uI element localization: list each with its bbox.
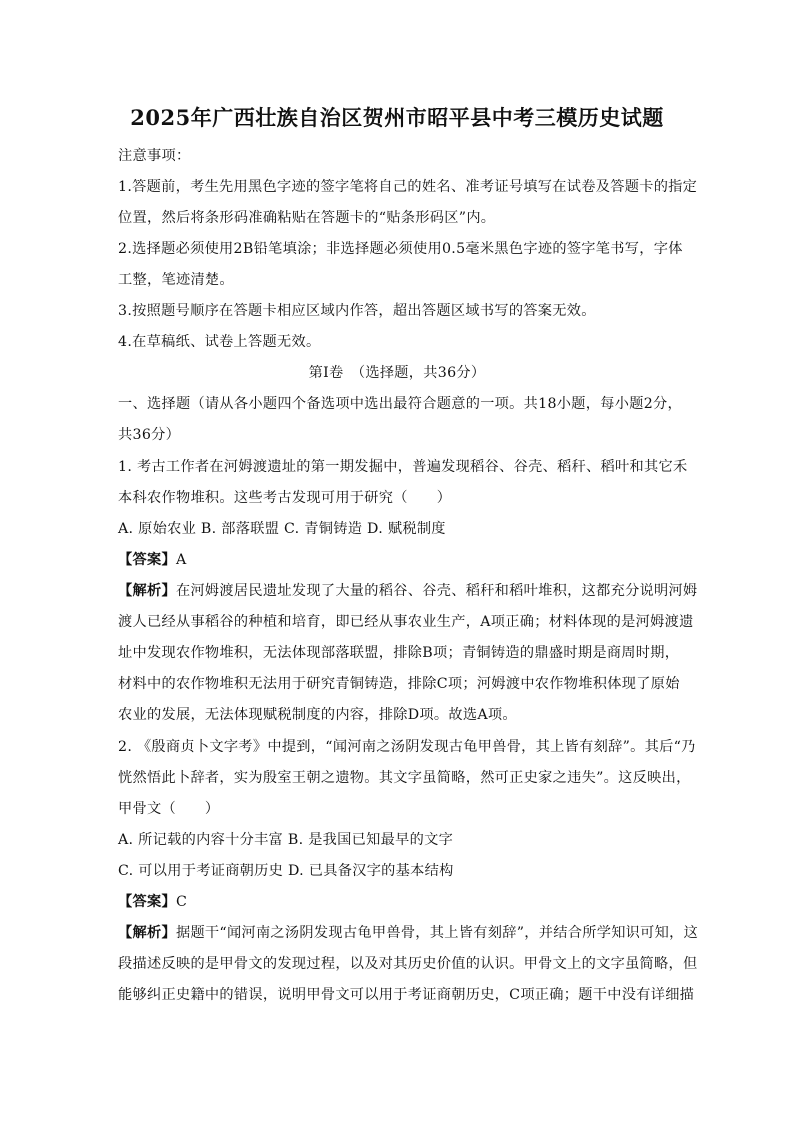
question-1-analysis-line-5: 农业的发展，无法体现赋税制度的内容，排除D项。故选A项。 (118, 707, 517, 723)
question-2-analysis-line-3: 能够纠正史籍中的错误，说明甲骨文可以用于考证商朝历史，C项正确；题干中没有详细描 (118, 987, 695, 1003)
question-2-analysis-line-1 (118, 923, 699, 943)
question-1-stem-line-2: 本科农作物堆积。这些考古发现可用于研究（ ） (118, 490, 452, 506)
question-1-answer (118, 550, 678, 570)
section-desc-line-1: 一、选择题（请从各小题四个备选项中选出最符合题意的一项。共18小题，每小题2分， (118, 396, 683, 412)
question-2-analysis-line-2: 段描述反映的是甲骨文的发现过程，以及对其历史价值的认识。甲骨文上的文字虽简略，但 (118, 956, 698, 972)
answer-value: A (175, 552, 187, 568)
notice-item-2-line-1: 2.选择题必须使用2B铅笔填涂；非选择题必须使用0.5毫米黑色字迹的签字笔书写，字体 (118, 241, 683, 257)
analysis-label: 【解析】 (118, 583, 176, 599)
answer-value: C (175, 894, 188, 910)
notice-item-2-line-2: 工整，笔迹清楚。 (118, 272, 234, 288)
notice-item-1-line-1: 1.答题前，考生先用黑色字迹的签字笔将自己的姓名、准考证号填写在试卷及答题卡的指定 (118, 179, 698, 195)
notice-item-1-line-2: 位置，然后将条形码准确粘贴在答题卡的“贴条形码区”内。 (118, 210, 496, 226)
answer-label: 【答案】 (118, 552, 176, 568)
question-1-analysis-line-3: 址中发现农作物堆积，无法体现部落联盟，排除B项；青铜铸造的鼎盛时期是商周时期， (118, 645, 680, 661)
analysis-text: 在河姆渡居民遗址发现了大量的稻谷、谷壳、稻秆和稻叶堆积，这都充分说明河姆 (175, 583, 698, 599)
question-1-analysis-line-2: 渡人已经从事稻谷的种植和培育，即已经从事农业生产，A项正确；材料体现的是河姆渡遗 (118, 614, 694, 630)
notice-heading: 注意事项： (118, 148, 191, 164)
answer-label: 【答案】 (118, 894, 176, 910)
analysis-label: 【解析】 (118, 925, 176, 941)
question-1-options: A. 原始农业 B. 部落联盟 C. 青铜铸造 D. 赋税制度 (118, 521, 446, 537)
question-1-analysis-line-4: 材料中的农作物堆积无法用于研究青铜铸造，排除C项；河姆渡中农作物堆积体现了原始 (118, 676, 680, 692)
question-2-options-line-2: C. 可以用于考证商朝历史 D. 已具备汉字的基本结构 (118, 863, 454, 879)
notice-item-4: 4.在草稿纸、试卷上答题无效。 (118, 334, 321, 350)
question-1-analysis-line-1 (118, 581, 698, 601)
question-1-stem-line-1: 1. 考古工作者在河姆渡遗址的第一期发掘中，普遍发现稻谷、谷壳、稻秆、稻叶和其它禾 (118, 459, 688, 475)
question-2-stem-line-2: 恍然悟此卜辞者，实为殷室王朝之遗物。其文字虽简略，然可正史家之违失”。这反映出， (118, 770, 691, 786)
question-2-options-line-1: A. 所记载的内容十分丰富 B. 是我国已知最早的文字 (118, 832, 454, 848)
section-desc-line-2: 共36分） (118, 427, 181, 443)
notice-item-3: 3.按照题号顺序在答题卡相应区域内作答，超出答题区域书写的答案无效。 (118, 303, 596, 319)
question-2-stem-line-1: 2. 《殷商贞卜文字考》中提到，“闻河南之汤阴发现古龟甲兽骨，其上皆有刻辞”。其后“乃 (118, 739, 696, 755)
section-title: 第Ⅰ卷 （选择题，共36分） (308, 365, 486, 381)
question-2-answer (118, 892, 678, 912)
analysis-text: 据题干“闻河南之汤阴发现古龟甲兽骨，其上皆有刻辞”，并结合所学知识可知，这 (175, 925, 699, 941)
question-2-stem-line-3: 甲骨文（ ） (118, 801, 220, 817)
exam-title: 2025年广西壮族自治区贺州市昭平县中考三模历史试题 (130, 105, 664, 130)
